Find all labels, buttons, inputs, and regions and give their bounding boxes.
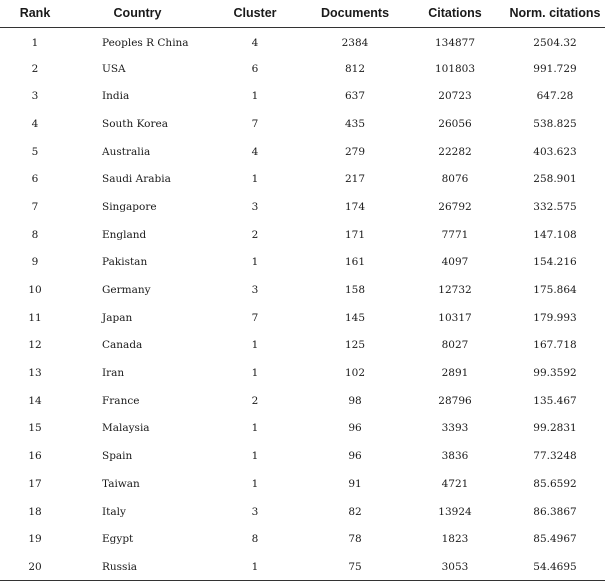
citations-cell: 10317 — [438, 311, 472, 324]
country-cell: Malaysia — [102, 422, 150, 435]
documents-cell: 174 — [344, 200, 366, 213]
country-cell: France — [102, 394, 140, 407]
norm-citations-cell: 179.993 — [533, 311, 577, 324]
citations-cell: 7771 — [441, 228, 469, 241]
cluster-cell: 7 — [251, 311, 259, 324]
table-row — [0, 221, 605, 249]
country-cell: Russia — [70, 553, 205, 581]
documents-cell: 435 — [344, 117, 366, 130]
documents-cell: 91 — [348, 477, 362, 490]
country-cell: Taiwan — [102, 477, 140, 490]
country-cell: Japan — [102, 311, 133, 324]
cluster-cell: 1 — [205, 553, 305, 581]
norm-citations-cell: 403.623 — [533, 145, 577, 158]
header-rank: Rank — [0, 0, 70, 27]
norm-citations-cell: 154.216 — [533, 256, 577, 269]
documents-cell: 98 — [348, 394, 362, 407]
documents-cell: 217 — [344, 173, 366, 186]
citations-cell: 20723 — [438, 90, 472, 103]
country-cell: South Korea — [102, 117, 168, 130]
cluster-cell: 1 — [251, 477, 259, 490]
cluster-cell: 1 — [251, 422, 259, 435]
norm-citations-cell: 86.3867 — [533, 505, 577, 518]
norm-citations-cell: 85.4967 — [533, 533, 577, 546]
rank-cell: 15 — [28, 422, 42, 435]
rank-cell: 12 — [28, 339, 42, 352]
documents-cell: 158 — [344, 284, 366, 297]
table-row — [0, 359, 605, 387]
norm-citations-cell: 99.2831 — [533, 422, 577, 435]
cluster-cell: 2 — [251, 394, 259, 407]
country-cell: Spain — [102, 450, 133, 463]
norm-citations-cell: 147.108 — [533, 228, 577, 241]
table-row — [0, 82, 605, 110]
table-row — [0, 553, 605, 581]
table-row — [0, 110, 605, 138]
rank-cell: 20 — [0, 553, 70, 581]
citations-cell: 8076 — [441, 173, 469, 186]
rank-cell: 4 — [31, 117, 39, 130]
country-cell: Saudi Arabia — [102, 173, 171, 186]
cluster-cell: 3 — [251, 200, 259, 213]
header-citations: Citations — [405, 0, 505, 27]
cluster-cell: 8 — [251, 533, 259, 546]
documents-cell: 161 — [344, 256, 366, 269]
rank-cell: 19 — [28, 533, 42, 546]
country-cell: India — [102, 90, 130, 103]
table-header — [0, 0, 605, 27]
country-cell: Singapore — [102, 200, 157, 213]
citations-cell: 13924 — [438, 505, 472, 518]
table-row — [0, 249, 605, 277]
table-row — [0, 165, 605, 193]
rank-cell: 5 — [31, 145, 39, 158]
rank-cell: 3 — [31, 90, 39, 103]
header-norm-citations: Norm. citations — [505, 0, 605, 27]
documents-cell: 102 — [344, 367, 366, 380]
country-cell: Peoples R China — [102, 36, 189, 49]
citations-cell: 134877 — [434, 36, 476, 49]
norm-citations-cell: 175.864 — [533, 284, 577, 297]
country-cell: Pakistan — [102, 256, 148, 269]
rank-cell: 14 — [28, 394, 42, 407]
table-row — [0, 387, 605, 415]
citations-cell: 1823 — [441, 533, 469, 546]
cluster-cell: 2 — [251, 228, 259, 241]
cluster-cell: 1 — [251, 256, 259, 269]
rank-cell: 6 — [31, 173, 39, 186]
country-cell: Canada — [102, 339, 143, 352]
country-cell: Australia — [102, 145, 151, 158]
citations-cell: 28796 — [438, 394, 472, 407]
table-row — [0, 470, 605, 498]
table-row — [0, 442, 605, 470]
rank-cell: 17 — [28, 477, 42, 490]
documents-cell: 125 — [344, 339, 366, 352]
country-cell: Italy — [102, 505, 126, 518]
documents-cell: 96 — [348, 450, 362, 463]
table-row — [0, 27, 605, 55]
documents-cell: 812 — [344, 62, 366, 75]
country-cell: England — [102, 228, 147, 241]
norm-citations-cell: 332.575 — [533, 200, 577, 213]
cluster-cell: 7 — [251, 117, 259, 130]
cluster-cell: 1 — [251, 173, 259, 186]
rank-cell: 11 — [28, 311, 42, 324]
table-row — [0, 525, 605, 553]
rank-cell: 1 — [31, 36, 39, 49]
country-cell: Germany — [102, 284, 151, 297]
citations-cell: 3053 — [405, 553, 505, 581]
cluster-cell: 6 — [251, 62, 259, 75]
cluster-cell: 4 — [251, 145, 259, 158]
rank-cell: 13 — [28, 367, 42, 380]
norm-citations-cell: 991.729 — [533, 62, 577, 75]
header-country: Country — [70, 0, 205, 27]
norm-citations-cell: 167.718 — [533, 339, 577, 352]
country-cell: Iran — [102, 367, 125, 380]
citations-cell: 4721 — [441, 477, 469, 490]
header-row — [0, 0, 605, 27]
citations-cell: 4097 — [441, 256, 469, 269]
norm-citations-cell: 99.3592 — [533, 367, 577, 380]
country-cell: USA — [102, 62, 126, 75]
norm-citations-cell: 647.28 — [536, 90, 574, 103]
citations-cell: 26792 — [438, 200, 472, 213]
rank-cell: 9 — [31, 256, 39, 269]
documents-cell: 2384 — [341, 36, 369, 49]
cluster-cell: 4 — [251, 36, 259, 49]
rank-cell: 8 — [31, 228, 39, 241]
norm-citations-cell: 54.4695 — [505, 553, 605, 581]
table-row — [0, 193, 605, 221]
rank-cell: 7 — [31, 200, 39, 213]
rank-cell: 18 — [28, 505, 42, 518]
table-body — [0, 27, 605, 581]
table-row — [0, 498, 605, 526]
documents-cell: 78 — [348, 533, 362, 546]
table-row — [0, 332, 605, 360]
table-row — [0, 55, 605, 83]
citations-cell: 2891 — [441, 367, 469, 380]
header-documents: Documents — [305, 0, 405, 27]
citations-cell: 3836 — [441, 450, 469, 463]
documents-cell: 75 — [305, 553, 405, 581]
table-row — [0, 304, 605, 332]
documents-cell: 145 — [344, 311, 366, 324]
cluster-cell: 3 — [251, 284, 259, 297]
documents-cell: 96 — [348, 422, 362, 435]
citations-cell: 8027 — [441, 339, 469, 352]
cluster-cell: 1 — [251, 367, 259, 380]
cluster-cell: 3 — [251, 505, 259, 518]
citations-cell: 22282 — [438, 145, 472, 158]
citations-cell: 12732 — [438, 284, 472, 297]
citations-cell: 101803 — [434, 62, 476, 75]
documents-cell: 637 — [344, 90, 366, 103]
header-cluster: Cluster — [205, 0, 305, 27]
citations-cell: 26056 — [438, 117, 472, 130]
table-row — [0, 415, 605, 443]
table-row — [0, 276, 605, 304]
rank-cell: 16 — [28, 450, 42, 463]
norm-citations-cell: 85.6592 — [533, 477, 577, 490]
documents-cell: 279 — [344, 145, 366, 158]
norm-citations-cell: 135.467 — [533, 394, 577, 407]
norm-citations-cell: 538.825 — [533, 117, 577, 130]
rank-cell: 2 — [31, 62, 39, 75]
cluster-cell: 1 — [251, 450, 259, 463]
citations-cell: 3393 — [441, 422, 469, 435]
norm-citations-cell: 77.3248 — [533, 450, 577, 463]
table-row — [0, 138, 605, 166]
norm-citations-cell: 258.901 — [533, 173, 577, 186]
cluster-cell: 1 — [251, 90, 259, 103]
rank-cell: 10 — [28, 284, 42, 297]
cluster-cell: 1 — [251, 339, 259, 352]
country-cell: Egypt — [102, 533, 134, 546]
documents-cell: 171 — [344, 228, 366, 241]
norm-citations-cell: 2504.32 — [533, 36, 577, 49]
documents-cell: 82 — [348, 505, 362, 518]
